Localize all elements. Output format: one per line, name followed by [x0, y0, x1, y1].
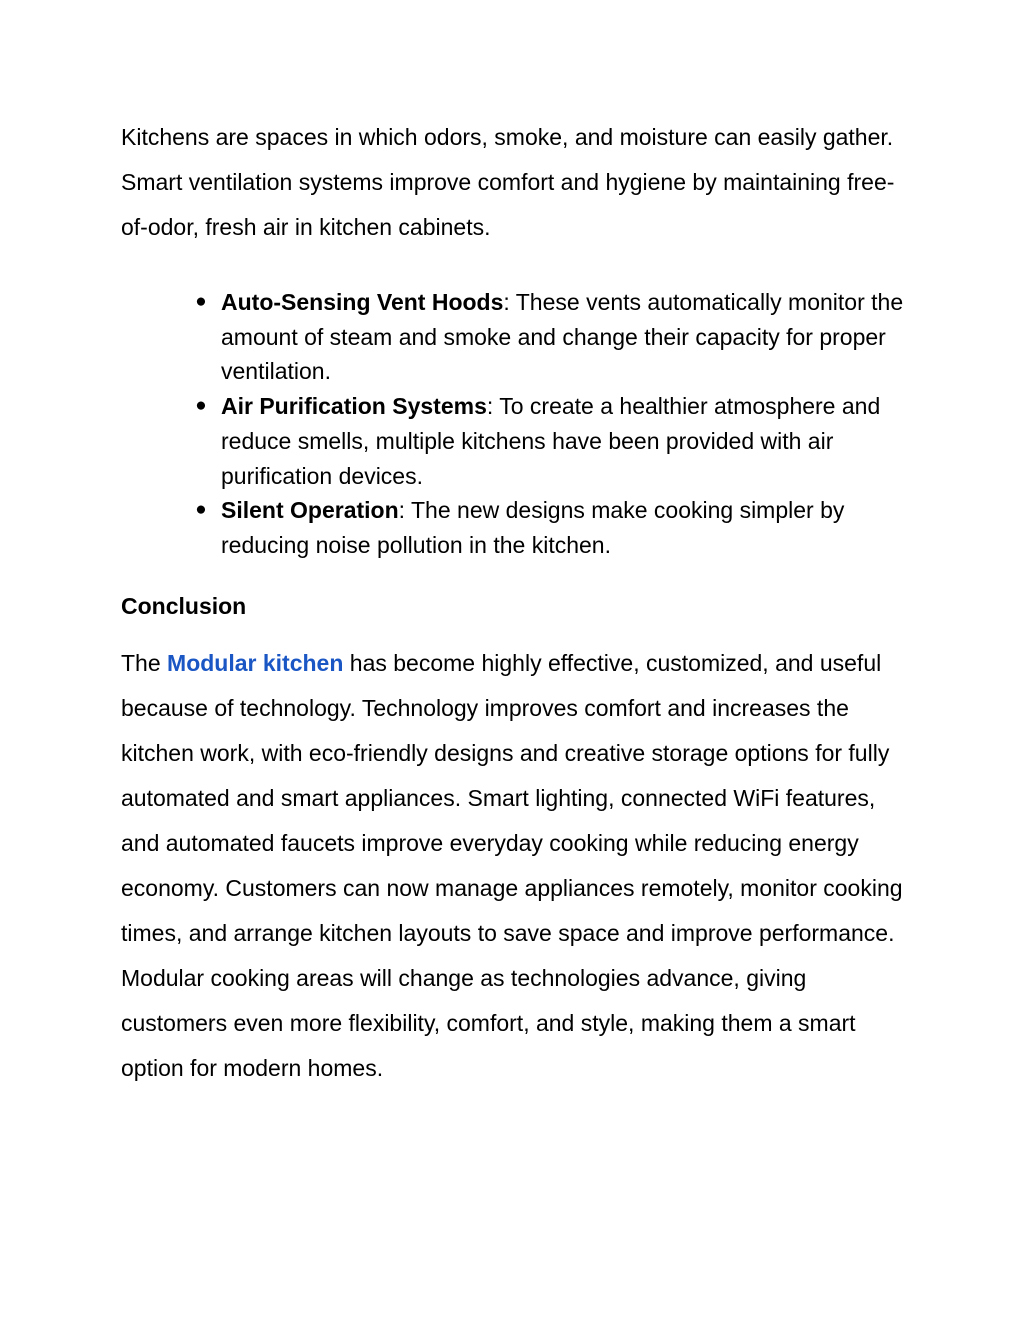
bullet-dot-icon: ● [195, 291, 207, 312]
list-item-text: : These vents automatically monitor the amount of steam and smoke and change their capacity for proper ventilation. [221, 289, 904, 385]
list-item-text: : To create a healthier atmosphere and reduce smells, multiple kitchens have been provided with air purification devices. [221, 393, 881, 489]
list-item-term: Auto-Sensing Vent Hoods [221, 289, 504, 315]
conclusion-paragraph [121, 641, 911, 1092]
conclusion-text: has become highly effective, customized, and useful because of technology. Technology improves comfort and increases the kitchen work, with eco-friendly designs and creative storage options for fully automated and smart appliances. Smart lighting, connected WiFi features, and automated faucets improve everyday cooking while reducing energy economy. Customers can now manage appliances remotely, monitor cooking times, and arrange kitchen layouts to save space and improve performance. Modular cooking areas will change as technologies advance, giving customers even more flexibility, comfort, and style, making them a smart option for modern homes. [121, 649, 903, 1082]
list-item [195, 285, 911, 389]
list-item-term: Silent Operation [221, 497, 399, 524]
ventilation-feature-list [121, 285, 911, 563]
conclusion-lead: The [121, 649, 168, 676]
document-page [121, 115, 911, 1092]
bullet-dot-icon: ● [195, 395, 207, 417]
modular-kitchen-link[interactable]: Modular kitchen [167, 649, 344, 676]
bullet-dot-icon: ● [195, 499, 207, 521]
list-item-term: Air Purification Systems [221, 393, 487, 420]
intro-paragraph: Kitchens are spaces in which odors, smoke, and moisture can easily gather. Smart ventilation systems improve comfort and hygiene by maintaining free-of-odor, fresh air in kitchen cabinets. [121, 124, 895, 240]
list-item [195, 389, 911, 493]
conclusion-heading: Conclusion [121, 592, 247, 619]
list-item [195, 493, 911, 562]
list-item-text: : The new designs make cooking simpler by reducing noise pollution in the kitchen. [221, 497, 845, 558]
